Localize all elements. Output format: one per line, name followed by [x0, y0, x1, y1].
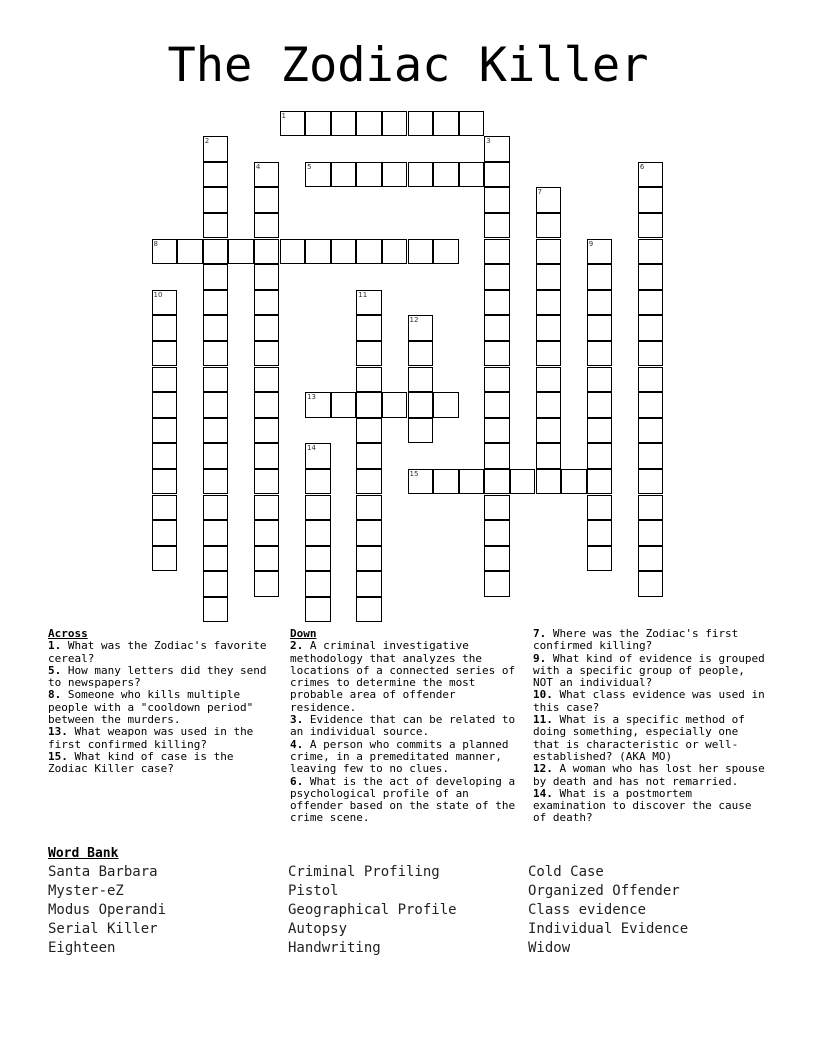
grid-cell[interactable] — [331, 111, 357, 137]
grid-cell[interactable] — [305, 469, 331, 495]
grid-cell[interactable] — [203, 162, 229, 188]
grid-cell[interactable] — [356, 367, 382, 393]
grid-cell[interactable] — [433, 111, 459, 137]
grid-cell[interactable] — [408, 418, 434, 444]
grid-cell[interactable] — [254, 315, 280, 341]
grid-cell[interactable] — [305, 597, 331, 623]
grid-cell[interactable] — [254, 290, 280, 316]
grid-cell[interactable] — [484, 495, 510, 521]
grid-cell[interactable] — [356, 443, 382, 469]
clue-number: 11. — [533, 713, 553, 727]
grid-cell[interactable] — [484, 213, 510, 239]
word-bank-item: Geographical Profile — [288, 902, 457, 918]
grid-cell[interactable] — [408, 469, 434, 495]
grid-cell[interactable] — [356, 315, 382, 341]
grid-cell[interactable] — [484, 443, 510, 469]
grid-cell[interactable] — [536, 213, 562, 239]
cell-number: 4 — [255, 162, 261, 171]
clue-number: 12. — [533, 762, 553, 776]
grid-cell[interactable] — [638, 367, 664, 393]
down-clue-2 — [290, 640, 518, 714]
cell-number: 14 — [307, 444, 317, 453]
cell-number: 13 — [307, 393, 317, 402]
grid-cell[interactable] — [305, 495, 331, 521]
grid-cell[interactable] — [484, 290, 510, 316]
grid-cell[interactable] — [203, 136, 229, 162]
grid-cell[interactable] — [152, 520, 178, 546]
grid-cell[interactable] — [587, 315, 613, 341]
grid-cell[interactable] — [484, 162, 510, 188]
grid-cell[interactable] — [638, 290, 664, 316]
clue-number: 15. — [48, 749, 68, 763]
grid-cell[interactable] — [536, 239, 562, 265]
page-title: The Zodiac Killer — [167, 38, 649, 93]
grid-cell[interactable] — [484, 315, 510, 341]
grid-cell[interactable] — [638, 571, 664, 597]
cell-number: 2 — [204, 137, 210, 146]
grid-cell[interactable] — [638, 443, 664, 469]
clue-text: What class evidence was used in this case? — [533, 688, 765, 714]
grid-cell[interactable] — [254, 571, 280, 597]
grid-cell[interactable] — [152, 392, 178, 418]
grid-cell[interactable] — [152, 443, 178, 469]
grid-cell[interactable] — [305, 520, 331, 546]
grid-cell[interactable] — [356, 111, 382, 137]
clue-text: A woman who has lost her spouse by death and has not remarried. — [533, 762, 765, 788]
grid-cell[interactable] — [203, 546, 229, 572]
grid-cell[interactable] — [484, 136, 510, 162]
grid-cell[interactable] — [484, 239, 510, 265]
clue-text: Evidence that can be related to an individual source. — [290, 713, 516, 739]
grid-cell[interactable] — [484, 520, 510, 546]
grid-cell[interactable] — [356, 495, 382, 521]
clue-text: A criminal investigative methodology that analyzes the locations of a connected series of crimes to determine the most probable area of offender residence. — [290, 639, 516, 714]
clue-number: 4. — [290, 737, 304, 751]
grid-cell[interactable] — [356, 341, 382, 367]
grid-cell[interactable] — [331, 162, 357, 188]
grid-cell[interactable] — [152, 546, 178, 572]
grid-cell[interactable] — [638, 187, 664, 213]
grid-cell[interactable] — [638, 239, 664, 265]
cell-number: 11 — [358, 290, 368, 299]
grid-cell[interactable] — [510, 469, 536, 495]
cell-number: 15 — [409, 469, 419, 478]
down-clues-column-1 — [290, 628, 518, 825]
grid-cell[interactable] — [356, 418, 382, 444]
cell-number: 10 — [153, 290, 163, 299]
clue-text: What is a specific method of doing something, especially one that is characteristic or well-established? (AKA MO) — [533, 713, 745, 763]
grid-cell[interactable] — [254, 418, 280, 444]
clue-text: What was the Zodiac's favorite cereal? — [48, 639, 267, 665]
across-clue-8 — [48, 689, 273, 726]
word-bank-item: Organized Offender — [528, 883, 680, 899]
grid-cell[interactable] — [587, 469, 613, 495]
word-bank-item: Widow — [528, 940, 571, 956]
grid-cell[interactable] — [203, 367, 229, 393]
grid-cell[interactable] — [228, 239, 254, 265]
across-clues-column — [48, 628, 273, 776]
down-clue-6 — [290, 776, 518, 825]
cell-number: 1 — [281, 111, 286, 120]
clue-text: Someone who kills multiple people with a "cooldown period" between the murders. — [48, 688, 254, 727]
clue-number: 1. — [48, 639, 62, 653]
grid-cell[interactable] — [536, 469, 562, 495]
word-bank-item: Eighteen — [48, 940, 116, 956]
clue-number: 9. — [533, 651, 547, 665]
cell-number: 9 — [588, 239, 594, 248]
grid-cell[interactable] — [638, 315, 664, 341]
clue-number: 14. — [533, 786, 553, 800]
grid-cell[interactable] — [305, 546, 331, 572]
word-bank-item: Criminal Profiling — [288, 864, 440, 880]
grid-cell[interactable] — [254, 239, 280, 265]
word-bank-item: Autopsy — [288, 921, 348, 937]
grid-cell[interactable] — [433, 162, 459, 188]
cell-number: 6 — [639, 162, 645, 171]
grid-cell[interactable] — [536, 187, 562, 213]
grid-cell[interactable] — [254, 443, 280, 469]
grid-cell[interactable] — [484, 546, 510, 572]
clue-text: What is a postmortem examination to discover the cause of death? — [533, 786, 752, 825]
grid-cell[interactable] — [152, 469, 178, 495]
word-bank-list — [48, 863, 788, 957]
grid-cell[interactable] — [587, 264, 613, 290]
down-clues-column-2 — [533, 628, 765, 825]
grid-cell[interactable] — [280, 239, 306, 265]
grid-cell[interactable] — [203, 392, 229, 418]
grid-cell[interactable] — [638, 520, 664, 546]
grid-cell[interactable] — [587, 495, 613, 521]
grid-cell[interactable] — [254, 469, 280, 495]
grid-cell[interactable] — [382, 239, 408, 265]
grid-cell[interactable] — [203, 571, 229, 597]
grid-cell[interactable] — [484, 264, 510, 290]
grid-cell[interactable] — [356, 546, 382, 572]
cell-number: 8 — [153, 239, 158, 248]
grid-cell[interactable] — [536, 392, 562, 418]
grid-cell[interactable] — [254, 392, 280, 418]
grid-cell[interactable] — [203, 264, 229, 290]
grid-cell[interactable] — [203, 597, 229, 623]
grid-cell[interactable] — [152, 367, 178, 393]
word-bank-item: Cold Case — [528, 864, 604, 880]
grid-cell[interactable] — [331, 392, 357, 418]
down-clue-11 — [533, 714, 765, 763]
grid-cell[interactable] — [408, 367, 434, 393]
grid-cell[interactable] — [382, 111, 408, 137]
grid-cell[interactable] — [587, 418, 613, 444]
grid-cell[interactable] — [331, 239, 357, 265]
grid-cell[interactable] — [203, 418, 229, 444]
clue-number: 2. — [290, 639, 304, 653]
across-clue-5 — [48, 665, 273, 690]
across-clue-13 — [48, 726, 273, 751]
grid-cell[interactable] — [587, 290, 613, 316]
word-bank-item: Pistol — [288, 883, 339, 899]
grid-cell[interactable] — [254, 495, 280, 521]
clue-text: What weapon was used in the first confirmed killing? — [48, 725, 254, 751]
grid-cell[interactable] — [305, 392, 331, 418]
grid-cell[interactable] — [638, 341, 664, 367]
cell-number: 5 — [307, 162, 312, 171]
grid-cell[interactable] — [152, 495, 178, 521]
grid-cell[interactable] — [203, 443, 229, 469]
grid-cell[interactable] — [587, 443, 613, 469]
cell-number: 7 — [537, 188, 542, 197]
grid-cell[interactable] — [536, 418, 562, 444]
grid-cell[interactable] — [587, 367, 613, 393]
clue-number: 8. — [48, 688, 62, 702]
grid-cell[interactable] — [254, 367, 280, 393]
grid-cell[interactable] — [484, 571, 510, 597]
grid-cell[interactable] — [484, 469, 510, 495]
grid-cell[interactable] — [254, 213, 280, 239]
grid-cell[interactable] — [638, 162, 664, 188]
grid-cell[interactable] — [484, 187, 510, 213]
grid-cell[interactable] — [459, 162, 485, 188]
across-clue-1 — [48, 640, 273, 665]
word-bank-item: Individual Evidence — [528, 921, 689, 937]
grid-cell[interactable] — [203, 187, 229, 213]
word-bank-item: Myster-eZ — [48, 883, 124, 899]
grid-cell[interactable] — [587, 546, 613, 572]
grid-cell[interactable] — [152, 290, 178, 316]
grid-cell[interactable] — [536, 341, 562, 367]
grid-cell[interactable] — [177, 239, 203, 265]
grid-cell[interactable] — [459, 111, 485, 137]
clue-text: How many letters did they send to newspapers? — [48, 663, 267, 690]
grid-cell[interactable] — [587, 239, 613, 265]
down-clue-10 — [533, 689, 765, 714]
cell-number: 3 — [486, 137, 491, 146]
down-clue-14 — [533, 788, 765, 825]
grid-cell[interactable] — [152, 418, 178, 444]
grid-cell[interactable] — [305, 239, 331, 265]
word-bank-heading: Word Bank — [48, 846, 119, 861]
grid-cell[interactable] — [203, 239, 229, 265]
clue-text: Where was the Zodiac's first confirmed killing? — [533, 627, 739, 653]
grid-cell[interactable] — [203, 469, 229, 495]
clue-text: What kind of case is the Zodiac Killer case? — [48, 749, 234, 776]
grid-cell[interactable] — [382, 392, 408, 418]
grid-cell[interactable] — [203, 213, 229, 239]
grid-cell[interactable] — [408, 341, 434, 367]
grid-cell[interactable] — [433, 392, 459, 418]
grid-cell[interactable] — [484, 418, 510, 444]
grid-cell[interactable] — [561, 469, 587, 495]
grid-cell[interactable] — [459, 469, 485, 495]
word-bank-item: Serial Killer — [48, 921, 158, 937]
grid-cell[interactable] — [433, 469, 459, 495]
grid-cell[interactable] — [638, 495, 664, 521]
clue-number: 7. — [533, 627, 547, 640]
grid-cell[interactable] — [587, 392, 613, 418]
clue-number: 3. — [290, 713, 304, 727]
grid-cell[interactable] — [536, 315, 562, 341]
down-clue-4 — [290, 739, 518, 776]
clue-number: 6. — [290, 774, 304, 788]
grid-cell[interactable] — [254, 520, 280, 546]
grid-cell[interactable] — [305, 111, 331, 137]
grid-cell[interactable] — [356, 520, 382, 546]
grid-cell[interactable] — [408, 315, 434, 341]
grid-cell[interactable] — [638, 469, 664, 495]
clue-text: What kind of evidence is grouped with a specific group of people, NOT an individual? — [533, 651, 765, 690]
word-bank-item: Modus Operandi — [48, 902, 167, 918]
word-bank-item: Class evidence — [528, 902, 647, 918]
down-clue-3 — [290, 714, 518, 739]
cell-number: 12 — [409, 316, 419, 325]
grid-cell[interactable] — [305, 443, 331, 469]
grid-cell[interactable] — [638, 418, 664, 444]
grid-cell[interactable] — [536, 264, 562, 290]
grid-cell[interactable] — [254, 264, 280, 290]
word-bank-item: Santa Barbara — [48, 864, 158, 880]
grid-cell[interactable] — [356, 392, 382, 418]
grid-cell[interactable] — [152, 239, 178, 265]
grid-cell[interactable] — [408, 239, 434, 265]
grid-cell[interactable] — [203, 315, 229, 341]
grid-cell[interactable] — [152, 341, 178, 367]
grid-cell[interactable] — [254, 341, 280, 367]
grid-cell[interactable] — [587, 341, 613, 367]
grid-cell[interactable] — [433, 239, 459, 265]
across-clue-15 — [48, 751, 273, 776]
grid-cell[interactable] — [254, 187, 280, 213]
across-heading: Across — [48, 627, 88, 640]
grid-cell[interactable] — [484, 367, 510, 393]
grid-cell[interactable] — [356, 290, 382, 316]
grid-cell[interactable] — [254, 546, 280, 572]
grid-cell[interactable] — [254, 162, 280, 188]
grid-cell[interactable] — [203, 495, 229, 521]
down-clue-9 — [533, 653, 765, 690]
grid-cell[interactable] — [587, 520, 613, 546]
grid-cell[interactable] — [356, 239, 382, 265]
word-bank — [48, 846, 788, 957]
grid-cell[interactable] — [536, 443, 562, 469]
word-bank-item: Handwriting — [288, 940, 381, 956]
grid-cell[interactable] — [203, 341, 229, 367]
grid-cell[interactable] — [408, 392, 434, 418]
grid-cell[interactable] — [536, 290, 562, 316]
clue-number: 5. — [48, 663, 62, 677]
grid-cell[interactable] — [305, 571, 331, 597]
grid-cell[interactable] — [638, 264, 664, 290]
grid-cell[interactable] — [356, 597, 382, 623]
clue-number: 13. — [48, 725, 68, 739]
grid-cell[interactable] — [152, 315, 178, 341]
grid-cell[interactable] — [356, 469, 382, 495]
grid-cell[interactable] — [484, 341, 510, 367]
grid-cell[interactable] — [305, 162, 331, 188]
clue-text: A person who commits a planned crime, in a premeditated manner, leaving few to no clues. — [290, 737, 509, 776]
grid-cell[interactable] — [356, 162, 382, 188]
grid-cell[interactable] — [280, 111, 306, 137]
clue-text: What is the act of developing a psychological profile of an offender based on the state of the crime scene. — [290, 774, 516, 825]
down-clue-12 — [533, 763, 765, 788]
grid-cell[interactable] — [638, 213, 664, 239]
grid-cell[interactable] — [536, 367, 562, 393]
down-heading: Down — [290, 627, 317, 640]
down-clue-7 — [533, 628, 765, 653]
grid-cell[interactable] — [203, 520, 229, 546]
grid-cell[interactable] — [356, 571, 382, 597]
grid-cell[interactable] — [382, 162, 408, 188]
grid-cell[interactable] — [484, 392, 510, 418]
grid-cell[interactable] — [203, 290, 229, 316]
grid-cell[interactable] — [408, 111, 434, 137]
clue-number: 10. — [533, 688, 553, 702]
grid-cell[interactable] — [408, 162, 434, 188]
grid-cell[interactable] — [638, 546, 664, 572]
grid-cell[interactable] — [638, 392, 664, 418]
